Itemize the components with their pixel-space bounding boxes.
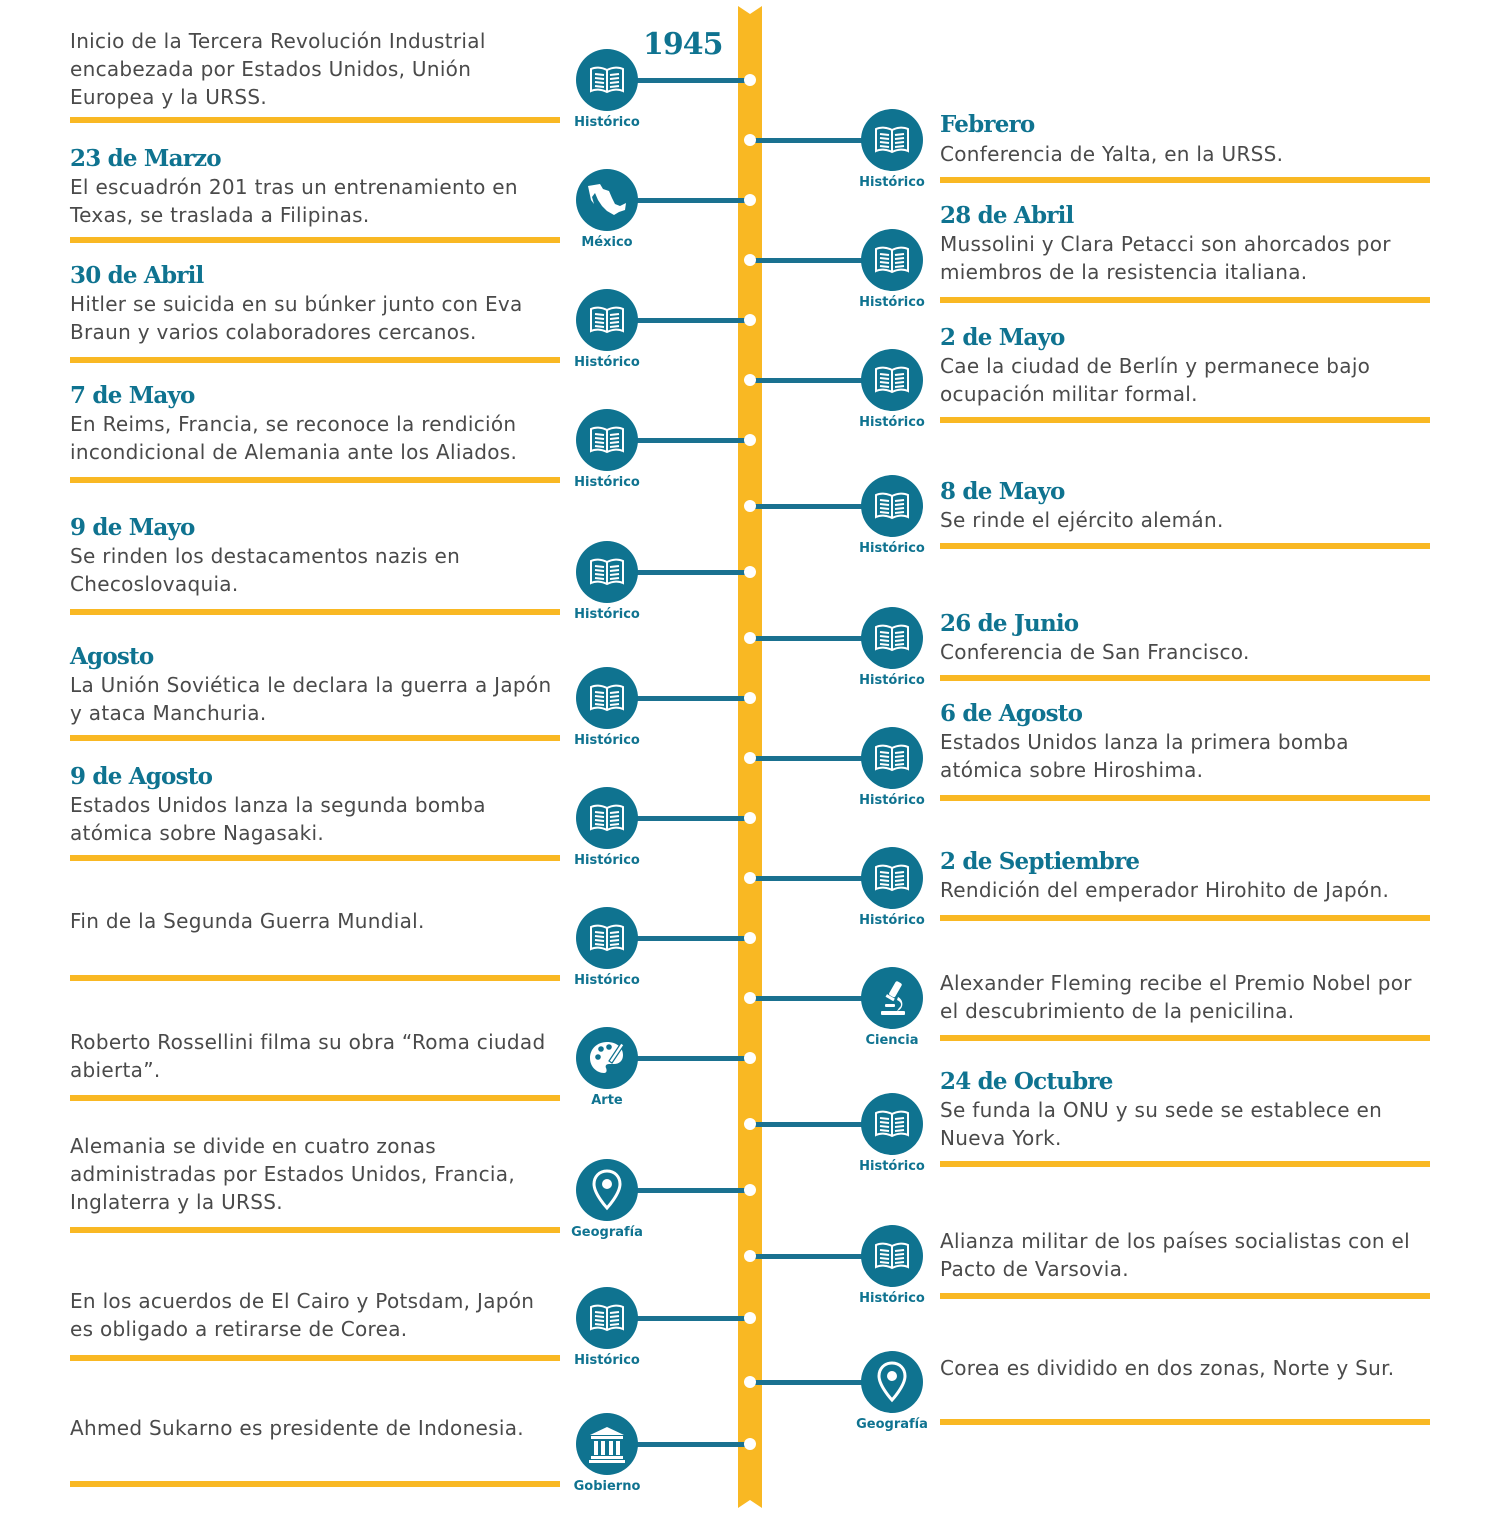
- event-text: Se rinde el ejército alemán.: [940, 508, 1224, 532]
- year-heading: 1945: [643, 27, 723, 62]
- event-date: Agosto: [70, 643, 154, 670]
- event-text: Hitler se suicida en su búnker junto con Eva Braun y varios colaboradores cercanos.: [70, 292, 523, 344]
- event-text: En los acuerdos de El Cairo y Potsdam, Japón es obligado a retirarse de Corea.: [70, 1289, 535, 1341]
- book-icon: [587, 60, 627, 100]
- category-icon-circle: [861, 229, 923, 291]
- event-underline: [70, 117, 560, 123]
- book-icon: [587, 798, 627, 838]
- event-underline: [940, 177, 1430, 183]
- category-label: Histórico: [574, 853, 640, 868]
- event-underline: [940, 543, 1430, 549]
- timeline-dot: [744, 194, 756, 206]
- event-date: 2 de Mayo: [940, 324, 1065, 351]
- category-icon-circle: [861, 727, 923, 789]
- category-label: Histórico: [574, 607, 640, 622]
- government-building-icon: [586, 1423, 628, 1465]
- event-text: Roberto Rossellini filma su obra “Roma ciudad abierta”.: [70, 1030, 546, 1082]
- category-icon-circle: [576, 169, 638, 231]
- timeline-dot: [744, 500, 756, 512]
- timeline-dot: [744, 1376, 756, 1388]
- category-label: Ciencia: [865, 1033, 919, 1048]
- category-label: Histórico: [859, 175, 925, 190]
- event-text: Conferencia de Yalta, en la URSS.: [940, 142, 1284, 166]
- book-icon: [872, 120, 912, 160]
- timeline-dot: [744, 434, 756, 446]
- event-underline: [70, 975, 560, 981]
- event-underline: [70, 237, 560, 243]
- event-text: La Unión Soviética le declara la guerra a Japón y ataca Manchuria.: [70, 673, 552, 725]
- event-date: 2 de Septiembre: [940, 848, 1140, 875]
- book-icon: [587, 678, 627, 718]
- timeline-dot: [744, 812, 756, 824]
- book-icon: [587, 552, 627, 592]
- event-text: Se funda la ONU y su sede se establece en Nueva York.: [940, 1098, 1383, 1150]
- event-date: 6 de Agosto: [940, 700, 1083, 727]
- category-icon-circle: [861, 847, 923, 909]
- category-label: Geografía: [571, 1225, 643, 1240]
- timeline-dot: [744, 692, 756, 704]
- category-icon-circle: [576, 541, 638, 603]
- category-label: Geografía: [856, 1417, 928, 1432]
- event-date: 24 de Octubre: [940, 1068, 1113, 1095]
- event-underline: [940, 915, 1430, 921]
- event-text: Alianza militar de los países socialistas con el Pacto de Varsovia.: [940, 1229, 1411, 1281]
- timeline-dot: [744, 1118, 756, 1130]
- category-icon-circle: [861, 967, 923, 1029]
- book-icon: [872, 1104, 912, 1144]
- book-icon: [872, 486, 912, 526]
- palette-icon: [586, 1037, 628, 1079]
- event-underline: [940, 1419, 1430, 1425]
- book-icon: [587, 300, 627, 340]
- event-date: 28 de Abril: [940, 202, 1074, 229]
- timeline-dot: [744, 632, 756, 644]
- category-icon-circle: [861, 109, 923, 171]
- book-icon: [872, 240, 912, 280]
- event-date: 23 de Marzo: [70, 145, 221, 172]
- category-icon-circle: [576, 907, 638, 969]
- map-pin-icon: [872, 1360, 912, 1404]
- category-label: Histórico: [574, 973, 640, 988]
- event-underline: [70, 477, 560, 483]
- category-label: Histórico: [859, 1291, 925, 1306]
- event-text: Estados Unidos lanza la primera bomba atómica sobre Hiroshima.: [940, 730, 1349, 782]
- timeline-dot: [744, 992, 756, 1004]
- timeline-dot: [744, 1052, 756, 1064]
- event-text: Cae la ciudad de Berlín y permanece bajo ocupación militar formal.: [940, 354, 1371, 406]
- event-text: Mussolini y Clara Petacci son ahorcados por miembros de la resistencia italiana.: [940, 232, 1391, 284]
- event-text: En Reims, Francia, se reconoce la rendición incondicional de Alemania ante los Aliados.: [70, 412, 518, 464]
- category-label: Histórico: [574, 355, 640, 370]
- book-icon: [587, 1298, 627, 1338]
- category-label: Histórico: [859, 415, 925, 430]
- timeline-dot: [744, 1250, 756, 1262]
- category-label: Histórico: [859, 913, 925, 928]
- event-underline: [70, 609, 560, 615]
- event-text: Alexander Fleming recibe el Premio Nobel por el descubrimiento de la penicilina.: [940, 971, 1412, 1023]
- category-icon-circle: [576, 409, 638, 471]
- event-date: 26 de Junio: [940, 610, 1079, 637]
- timeline-dot: [744, 134, 756, 146]
- event-underline: [70, 357, 560, 363]
- event-underline: [940, 675, 1430, 681]
- timeline-dot: [744, 752, 756, 764]
- category-label: Gobierno: [573, 1479, 641, 1494]
- category-icon-circle: [861, 1351, 923, 1413]
- event-date: 9 de Agosto: [70, 763, 213, 790]
- timeline-dot: [744, 932, 756, 944]
- timeline-dot: [744, 374, 756, 386]
- timeline-dot: [744, 872, 756, 884]
- map-pin-icon: [587, 1168, 627, 1212]
- category-label: Histórico: [859, 541, 925, 556]
- event-date: 7 de Mayo: [70, 382, 195, 409]
- category-icon-circle: [576, 1027, 638, 1089]
- event-underline: [70, 1481, 560, 1487]
- category-icon-circle: [576, 787, 638, 849]
- book-icon: [872, 618, 912, 658]
- event-text: Estados Unidos lanza la segunda bomba atómica sobre Nagasaki.: [70, 793, 486, 845]
- book-icon: [872, 360, 912, 400]
- category-icon-circle: [576, 49, 638, 111]
- event-underline: [940, 1293, 1430, 1299]
- event-text: El escuadrón 201 tras un entrenamiento en Texas, se traslada a Filipinas.: [70, 175, 518, 227]
- category-icon-circle: [576, 1159, 638, 1221]
- event-date: 9 de Mayo: [70, 514, 195, 541]
- category-icon-circle: [576, 1287, 638, 1349]
- microscope-icon: [872, 977, 912, 1019]
- timeline-dot: [744, 1438, 756, 1450]
- category-label: México: [581, 235, 633, 250]
- timeline-dot: [744, 566, 756, 578]
- event-text: Inicio de la Tercera Revolución Industrial encabezada por Estados Unidos, Unión Europea y la URSS.: [70, 29, 486, 109]
- book-icon: [872, 858, 912, 898]
- event-underline: [70, 1355, 560, 1361]
- category-label: Histórico: [574, 1353, 640, 1368]
- category-label: Histórico: [574, 733, 640, 748]
- event-date: 30 de Abril: [70, 262, 204, 289]
- category-icon-circle: [861, 349, 923, 411]
- book-icon: [587, 918, 627, 958]
- event-underline: [70, 1095, 560, 1101]
- mexico-map-icon: [585, 180, 629, 220]
- category-label: Histórico: [859, 295, 925, 310]
- book-icon: [872, 1236, 912, 1276]
- timeline-dot: [744, 1312, 756, 1324]
- event-date: 8 de Mayo: [940, 478, 1065, 505]
- timeline-dot: [744, 74, 756, 86]
- timeline-dot: [744, 254, 756, 266]
- book-icon: [587, 420, 627, 460]
- category-icon-circle: [861, 475, 923, 537]
- event-text: Fin de la Segunda Guerra Mundial.: [70, 909, 425, 933]
- event-date: Febrero: [940, 111, 1035, 138]
- event-text: Ahmed Sukarno es presidente de Indonesia.: [70, 1416, 524, 1440]
- category-label: Histórico: [859, 673, 925, 688]
- event-underline: [940, 417, 1430, 423]
- category-icon-circle: [576, 289, 638, 351]
- category-icon-circle: [861, 1093, 923, 1155]
- category-label: Histórico: [574, 115, 640, 130]
- event-underline: [940, 1035, 1430, 1041]
- category-icon-circle: [861, 1225, 923, 1287]
- event-underline: [940, 1161, 1430, 1167]
- event-underline: [70, 735, 560, 741]
- book-icon: [872, 738, 912, 778]
- event-text: Alemania se divide en cuatro zonas administradas por Estados Unidos, Francia, Inglaterra y la URSS.: [70, 1134, 515, 1214]
- event-text: Se rinden los destacamentos nazis en Checoslovaquia.: [70, 544, 461, 596]
- timeline-dot: [744, 1184, 756, 1196]
- category-icon-circle: [861, 607, 923, 669]
- category-label: Histórico: [574, 475, 640, 490]
- timeline-dot: [744, 314, 756, 326]
- category-icon-circle: [576, 1413, 638, 1475]
- event-underline: [940, 795, 1430, 801]
- event-text: Corea es dividido en dos zonas, Norte y Sur.: [940, 1356, 1395, 1380]
- event-underline: [940, 297, 1430, 303]
- event-text: Rendición del emperador Hirohito de Japón.: [940, 878, 1390, 902]
- category-icon-circle: [576, 667, 638, 729]
- event-text: Conferencia de San Francisco.: [940, 640, 1250, 664]
- category-label: Histórico: [859, 1159, 925, 1174]
- category-label: Arte: [591, 1093, 623, 1108]
- event-underline: [70, 855, 560, 861]
- event-underline: [70, 1227, 560, 1233]
- category-label: Histórico: [859, 793, 925, 808]
